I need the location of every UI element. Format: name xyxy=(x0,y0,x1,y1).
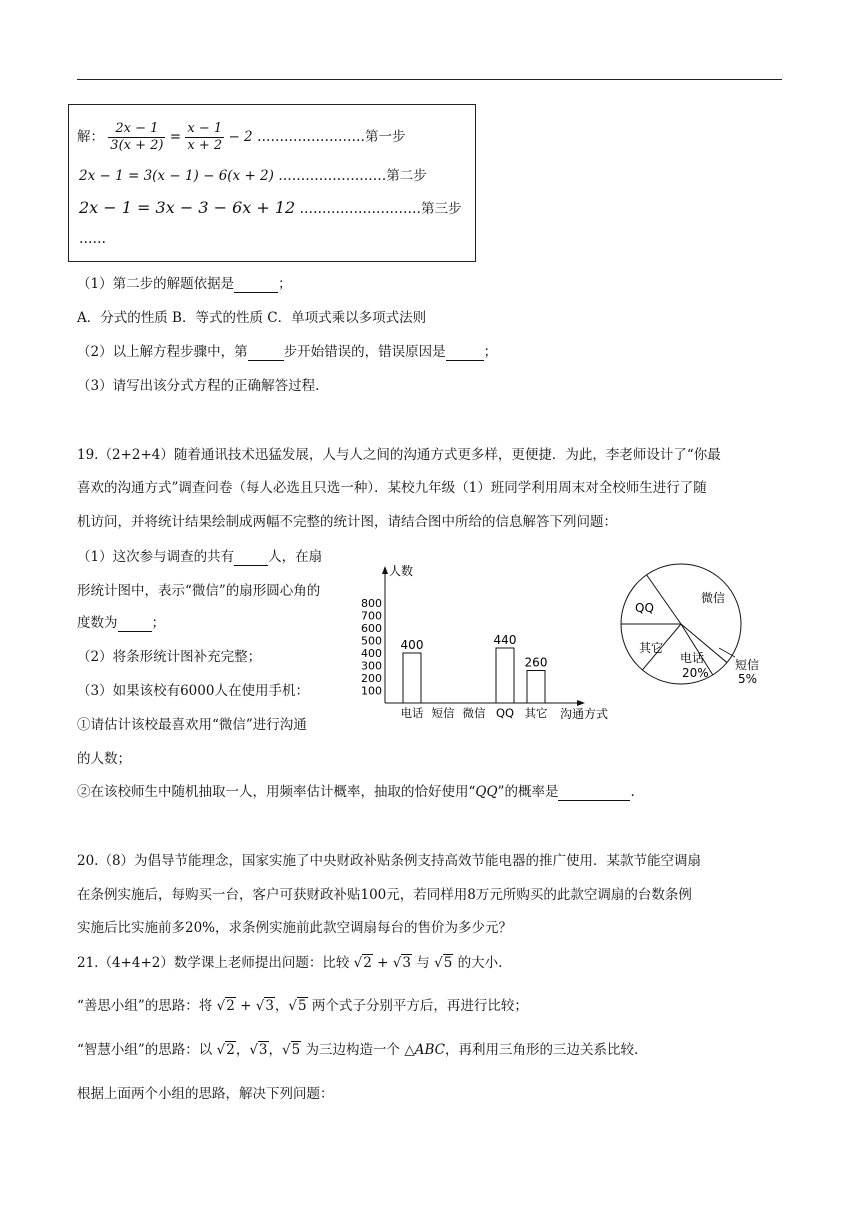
q19-text-line: 喜欢的沟通方式”调查问卷（每人必选且只选一种）．某校九年级（1）班同学利用周末对全校师生进行了随 xyxy=(77,480,707,496)
q19-part1: （1）这次参与调查的共有 人，在扇 xyxy=(77,549,323,565)
q19-part2: （2）将条形统计图补充完整； xyxy=(77,649,262,665)
slice-label-qq: QQ xyxy=(635,601,654,615)
x-tick-label: QQ xyxy=(495,706,515,720)
answer-blank xyxy=(118,615,152,632)
y-tick-label: 800 xyxy=(361,597,382,610)
sqrt-3: √3 xyxy=(392,955,411,971)
q21-line-4: 根据上面两个小组的思路，解决下列问题： xyxy=(77,1086,334,1102)
solution-line-2: 2x − 1 = 3(x − 1) − 6(x + 2) ……………………第二步 xyxy=(79,168,427,184)
x-tick-label: 短信 xyxy=(431,706,455,720)
y-axis-label: 人数 xyxy=(389,564,414,578)
answer-blank xyxy=(248,344,284,361)
q18-part2: （2）以上解方程步骤中，第 步开始错误的，错误原因是 ； xyxy=(77,344,498,360)
sqrt-5: √5 xyxy=(434,955,453,971)
q20-text-line: 实施后比实施前多20%，求条例实施前此款空调扇每台的售价为多少元？ xyxy=(77,920,513,936)
q20-text-line: 20.（8）为倡导节能理念，国家实施了中央财政补贴条例支持高效节能电器的推广使用．某款节能空调扇 xyxy=(77,853,702,869)
bar-chart xyxy=(355,558,620,728)
q21-line-2: “善思小组”的思路：将 √2 + √3，√5 两个式子分别平方后，再进行比较； xyxy=(77,998,528,1014)
q18-options: A．分式的性质 B．等式的性质 C．单项式乘以多项式法则 xyxy=(77,310,427,326)
solution-line-4: …… xyxy=(79,231,106,247)
x-tick-label: 其它 xyxy=(524,706,548,720)
y-axis-arrow xyxy=(382,566,388,574)
fraction-left: $\frac{2x - 1}{3(x + 2)}$ xyxy=(110,121,164,153)
step-label: 第二步 xyxy=(386,168,427,184)
solution-line-1: 解： $\frac{2x - 1}{3(x + 2)}$ = $\frac{x - 1}{x + 2}$ − 2 ……………………第一步 xyxy=(77,121,406,153)
q19-text-line: 19.（2+2+4）随着通讯技术迅猛发展，人与人之间的沟通方式更多样，更便捷．为此，李老师设计了“你最 xyxy=(77,447,721,463)
y-tick-label: 500 xyxy=(361,634,382,648)
equals-sign: = xyxy=(169,129,182,145)
q20-text-line: 在条例实施后，每购买一台，客户可获财政补贴100元，若同样用8万元所购买的此款空调扇的台数条例 xyxy=(77,887,692,903)
y-tick-label: 100 xyxy=(361,684,382,698)
bar-value-label: 260 xyxy=(524,655,548,670)
q19-text-line: 机访问，并将统计结果绘制成两幅不完整的统计图，请结合图中所给的信息解答下列问题： xyxy=(77,514,617,530)
answer-blank xyxy=(558,784,630,801)
y-tick-label: 600 xyxy=(361,622,382,635)
q18-part3: （3）请写出该分式方程的正确解答过程. xyxy=(77,378,320,394)
y-tick-label: 200 xyxy=(361,672,382,685)
fraction-right: $\frac{x - 1}{x + 2}$ xyxy=(187,121,223,153)
solution-label: 解： xyxy=(77,129,104,145)
slice-percent-phone: 20% xyxy=(682,666,709,680)
answer-blank xyxy=(446,344,484,361)
slice-percent-sms: 5% xyxy=(738,672,758,686)
solution-line-3: 2x − 1 = 3x − 3 − 6x + 12 ………………………第三步 xyxy=(79,198,462,217)
y-tick-label: 700 xyxy=(361,609,382,623)
slice-label-wechat: 微信 xyxy=(701,591,726,605)
slice-label-phone: 电话 xyxy=(680,651,705,665)
step-label: 第三步 xyxy=(421,201,462,217)
q19-part3: （3）如果该校有6000人在使用手机： xyxy=(77,683,309,699)
pie-chart xyxy=(615,560,775,690)
q21-line-1: 21.（4+4+2）数学课上老师提出问题：比较 √2 + √3 与 √5 的大小. xyxy=(77,955,503,971)
x-tick-label: 电话 xyxy=(400,706,424,720)
q18-part1: （1）第二步的解题依据是 ； xyxy=(77,276,292,292)
q21-line-3: “智慧小组”的思路：以 √2，√3，√5 为三边构造一个 △ABC，再利用三角形的三边关系比较. xyxy=(77,1042,639,1058)
bar xyxy=(403,653,421,703)
x-axis-arrow xyxy=(577,700,585,706)
answer-blank xyxy=(234,549,268,566)
y-tick-label: 400 xyxy=(361,647,382,660)
bar-value-label: 440 xyxy=(493,633,517,647)
bar xyxy=(527,671,545,704)
step-label: 第一步 xyxy=(364,129,406,145)
sqrt-2: √2 xyxy=(353,955,372,971)
x-axis-label: 沟通方式 xyxy=(560,707,609,721)
answer-blank xyxy=(234,276,278,293)
q19-part3-ii: ②在该校师生中随机抽取一人，用频率估计概率，抽取的恰好使用“QQ”的概率是 . xyxy=(77,784,635,800)
y-tick-label: 300 xyxy=(361,659,382,673)
bar xyxy=(496,648,514,703)
slice-label-other: 其它 xyxy=(639,641,664,655)
slice-label-sms: 短信 xyxy=(735,658,760,672)
bar-value-label: 400 xyxy=(400,638,424,652)
header-rule xyxy=(77,79,782,80)
solution-box xyxy=(68,104,476,262)
x-tick-label: 微信 xyxy=(462,706,486,720)
